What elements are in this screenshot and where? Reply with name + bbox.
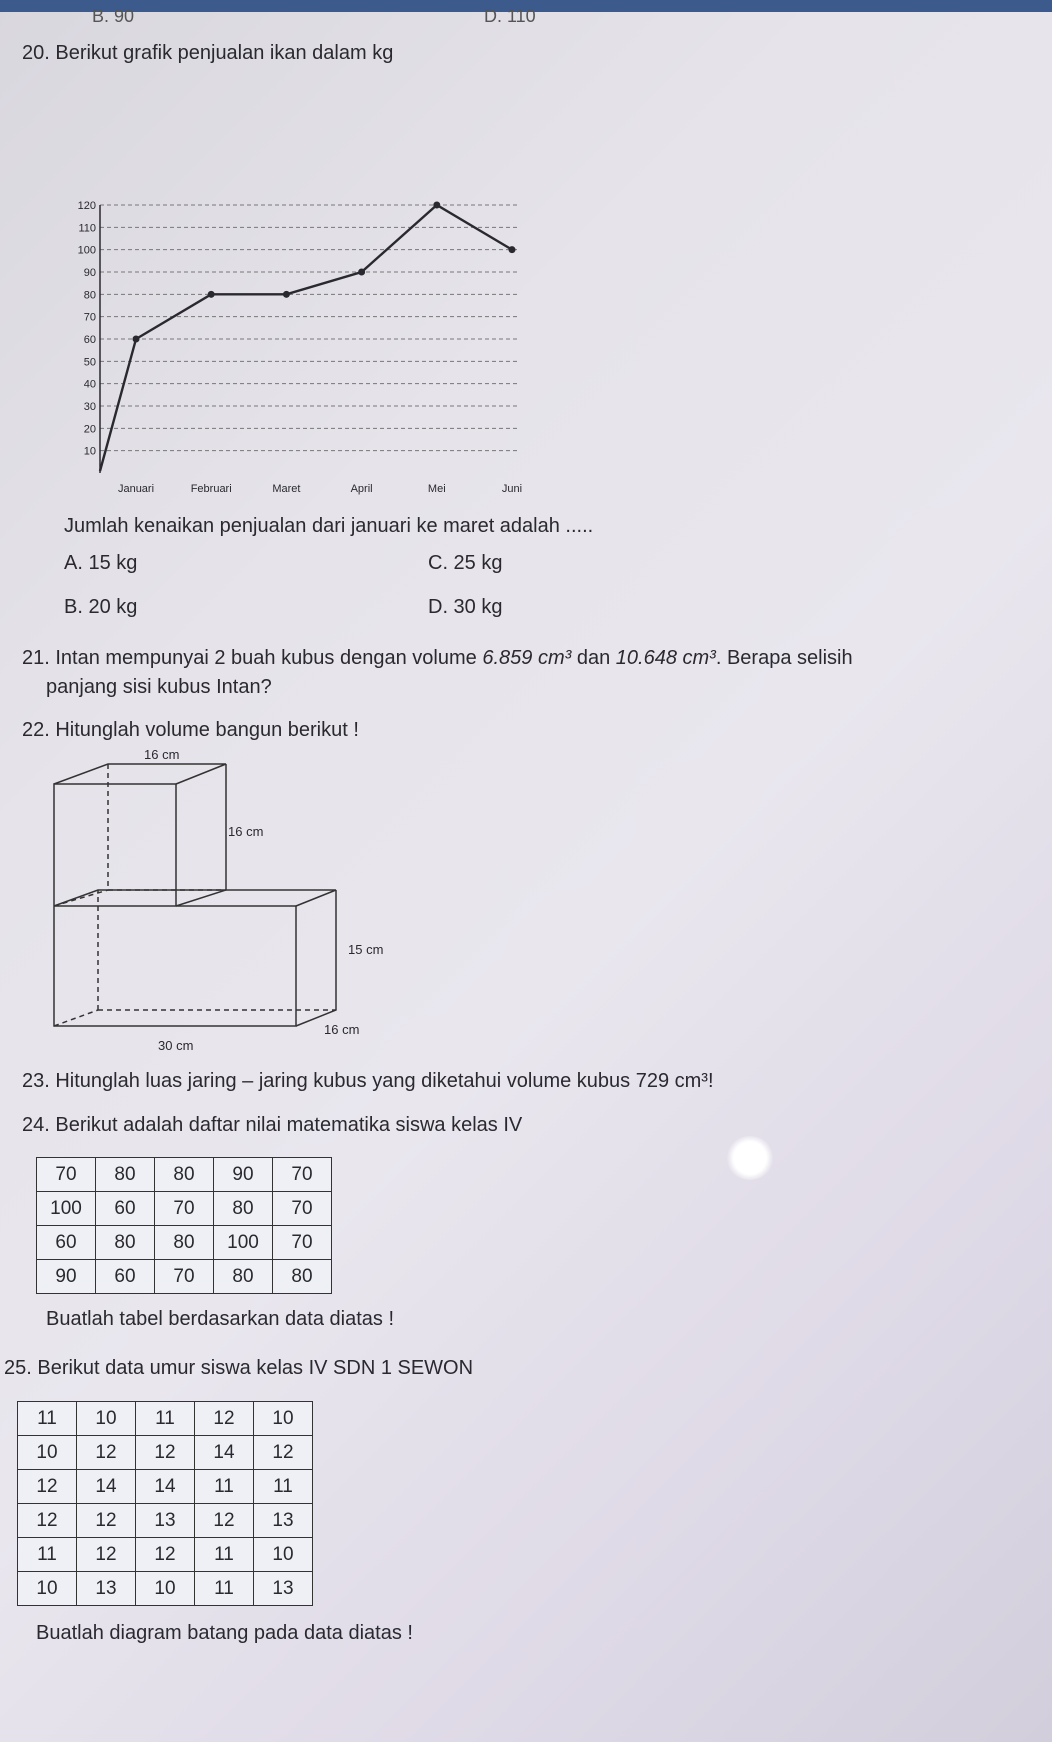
table-cell: 12 xyxy=(77,1436,136,1470)
table-cell: 12 xyxy=(18,1504,77,1538)
option-d: D. 30 kg xyxy=(428,596,503,618)
chart-y-tick-labels xyxy=(78,200,96,458)
table-cell: 12 xyxy=(77,1538,136,1572)
table-cell: 80 xyxy=(214,1260,273,1294)
table-row xyxy=(18,1436,313,1470)
table-cell: 11 xyxy=(195,1538,254,1572)
q21-dan: dan xyxy=(576,647,611,669)
table-cell: 13 xyxy=(77,1572,136,1606)
label-cube-side-16cm: 16 cm xyxy=(228,824,264,839)
table-cell: 12 xyxy=(254,1436,313,1470)
option-a: A. 15 kg xyxy=(64,552,138,574)
math-scores-table xyxy=(36,1157,332,1294)
table-cell: 70 xyxy=(155,1260,214,1294)
q21-text-b: . Berapa selisih xyxy=(715,647,853,669)
chart-data-point xyxy=(208,291,215,298)
chart-x-tick-label: Juni xyxy=(501,483,523,495)
question-20-text: 20. Berikut grafik penjualan ikan dalam kg xyxy=(22,42,394,64)
table-cell: 12 xyxy=(18,1470,77,1504)
table-cell: 70 xyxy=(273,1158,332,1192)
table-cell: 12 xyxy=(195,1504,254,1538)
table-cell: 10 xyxy=(18,1436,77,1470)
chart-x-tick-label: April xyxy=(350,483,373,495)
table-cell: 90 xyxy=(214,1158,273,1192)
table-cell: 60 xyxy=(37,1226,96,1260)
table-cell: 90 xyxy=(37,1260,96,1294)
chart-x-tick-label: Januari xyxy=(117,483,155,495)
table-cell: 70 xyxy=(155,1192,214,1226)
table-cell: 11 xyxy=(18,1402,77,1436)
cuboid-front-face xyxy=(54,906,296,1026)
q21-text-a: 21. Intan mempunyai 2 buah kubus dengan volume xyxy=(22,647,477,669)
question-21-line-1 xyxy=(22,645,853,671)
label-depth-16cm: 16 cm xyxy=(324,1022,360,1037)
chart-y-tick-label: 90 xyxy=(83,267,96,279)
table-cell: 11 xyxy=(195,1572,254,1606)
table-cell: 12 xyxy=(77,1504,136,1538)
question-24-text: 24. Berikut adalah daftar nilai matematika siswa kelas IV xyxy=(22,1114,523,1136)
chart-x-tick-label: Februari xyxy=(190,483,232,495)
table-cell: 11 xyxy=(18,1538,77,1572)
label-top-16cm: 16 cm xyxy=(144,748,180,762)
chart-y-tick-label: 40 xyxy=(83,378,96,391)
chart-series-line xyxy=(100,205,512,471)
table-cell: 60 xyxy=(96,1260,155,1294)
cube-top-edges xyxy=(54,764,226,784)
table-row xyxy=(37,1260,332,1294)
light-glare xyxy=(726,1136,774,1180)
chart-data-point xyxy=(133,336,140,343)
question-23-text: 23. Hitunglah luas jaring – jaring kubus yang diketahui volume kubus 729 cm³! xyxy=(22,1070,714,1092)
table-row xyxy=(37,1158,332,1192)
chart-data-point xyxy=(358,269,365,276)
table-cell: 80 xyxy=(155,1226,214,1260)
question-21-line-2: panjang sisi kubus Intan? xyxy=(46,676,272,698)
cut-off-option-left: B. 90 xyxy=(92,6,135,26)
table-cell: 100 xyxy=(37,1192,96,1226)
sales-line-chart xyxy=(60,195,580,505)
question-25-instruction: Buatlah diagram batang pada data diatas ! xyxy=(36,1622,413,1644)
table-row xyxy=(18,1504,313,1538)
table-cell: 100 xyxy=(214,1226,273,1260)
table-row xyxy=(37,1192,332,1226)
option-b: B. 20 kg xyxy=(64,596,138,618)
table-cell: 60 xyxy=(96,1192,155,1226)
table-cell: 10 xyxy=(136,1572,195,1606)
table-cell: 70 xyxy=(273,1192,332,1226)
table-cell: 80 xyxy=(273,1260,332,1294)
table-cell: 70 xyxy=(37,1158,96,1192)
chart-y-tick-label: 100 xyxy=(77,244,96,257)
q21-volume-2: 10.648 xyxy=(615,647,677,669)
q21-unit-1: cm³ xyxy=(537,647,572,669)
table-cell: 10 xyxy=(254,1402,313,1436)
question-20-prompt: Jumlah kenaikan penjualan dari januari ke maret adalah ..... xyxy=(64,515,594,537)
table-cell: 12 xyxy=(136,1538,195,1572)
table-cell: 10 xyxy=(254,1538,313,1572)
table-cell: 80 xyxy=(214,1192,273,1226)
table-cell: 13 xyxy=(136,1504,195,1538)
table-cell: 11 xyxy=(136,1402,195,1436)
q21-volume-1: 6.859 xyxy=(482,647,533,669)
table-cell: 12 xyxy=(136,1436,195,1470)
table-cell: 80 xyxy=(96,1158,155,1192)
table-row xyxy=(18,1402,313,1436)
table-cell: 70 xyxy=(273,1226,332,1260)
label-length-30cm: 30 cm xyxy=(158,1038,194,1053)
table-cell: 11 xyxy=(195,1470,254,1504)
chart-y-tick-label: 30 xyxy=(83,401,96,413)
cube-right-edges xyxy=(176,764,226,906)
chart-y-tick-label: 60 xyxy=(83,334,96,346)
question-22-text: 22. Hitunglah volume bangun berikut ! xyxy=(22,719,359,741)
table-cell: 13 xyxy=(254,1504,313,1538)
table-row xyxy=(18,1470,313,1504)
chart-y-tick-label: 50 xyxy=(83,356,96,369)
cuboid-right-edges xyxy=(296,890,336,1026)
table-cell: 80 xyxy=(96,1226,155,1260)
chart-y-tick-label: 20 xyxy=(83,423,96,436)
chart-y-tick-label: 10 xyxy=(83,445,96,458)
cuboid-top-edges xyxy=(54,890,336,906)
label-height-15cm: 15 cm xyxy=(348,942,384,957)
table-cell: 12 xyxy=(195,1402,254,1436)
chart-y-tick-label: 110 xyxy=(78,222,96,235)
chart-x-tick-labels xyxy=(118,483,522,495)
table-cell: 10 xyxy=(77,1402,136,1436)
question-24-instruction: Buatlah tabel berdasarkan data diatas ! xyxy=(46,1308,395,1330)
chart-x-tick-label: Maret xyxy=(272,483,301,495)
question-25-text: 25. Berikut data umur siswa kelas IV SDN 1 SEWON xyxy=(4,1357,474,1379)
table-row xyxy=(18,1538,313,1572)
chart-data-point xyxy=(433,202,440,209)
chart-y-tick-label: 80 xyxy=(83,289,96,302)
chart-y-tick-label: 70 xyxy=(83,311,96,324)
cube-on-cuboid-figure xyxy=(40,748,420,1058)
table-row xyxy=(37,1226,332,1260)
table-cell: 13 xyxy=(254,1572,313,1606)
cut-off-option-right: D. 110 xyxy=(484,6,536,26)
student-ages-table xyxy=(17,1401,313,1606)
chart-data-point xyxy=(509,246,516,253)
table-cell: 80 xyxy=(155,1158,214,1192)
table-cell: 11 xyxy=(254,1470,313,1504)
option-c: C. 25 kg xyxy=(428,552,503,574)
table-cell: 14 xyxy=(195,1436,254,1470)
chart-gridlines xyxy=(100,205,520,451)
table-cell: 14 xyxy=(136,1470,195,1504)
table-cell: 14 xyxy=(77,1470,136,1504)
table-row xyxy=(18,1572,313,1606)
chart-y-tick-label: 120 xyxy=(77,200,96,212)
cube-front-face xyxy=(54,784,176,906)
chart-x-tick-label: Mei xyxy=(427,483,446,495)
q21-unit-2: cm³ xyxy=(682,647,716,669)
chart-data-point xyxy=(283,291,290,298)
cuboid-hidden-edge-1 xyxy=(54,1010,98,1026)
table-cell: 10 xyxy=(18,1572,77,1606)
